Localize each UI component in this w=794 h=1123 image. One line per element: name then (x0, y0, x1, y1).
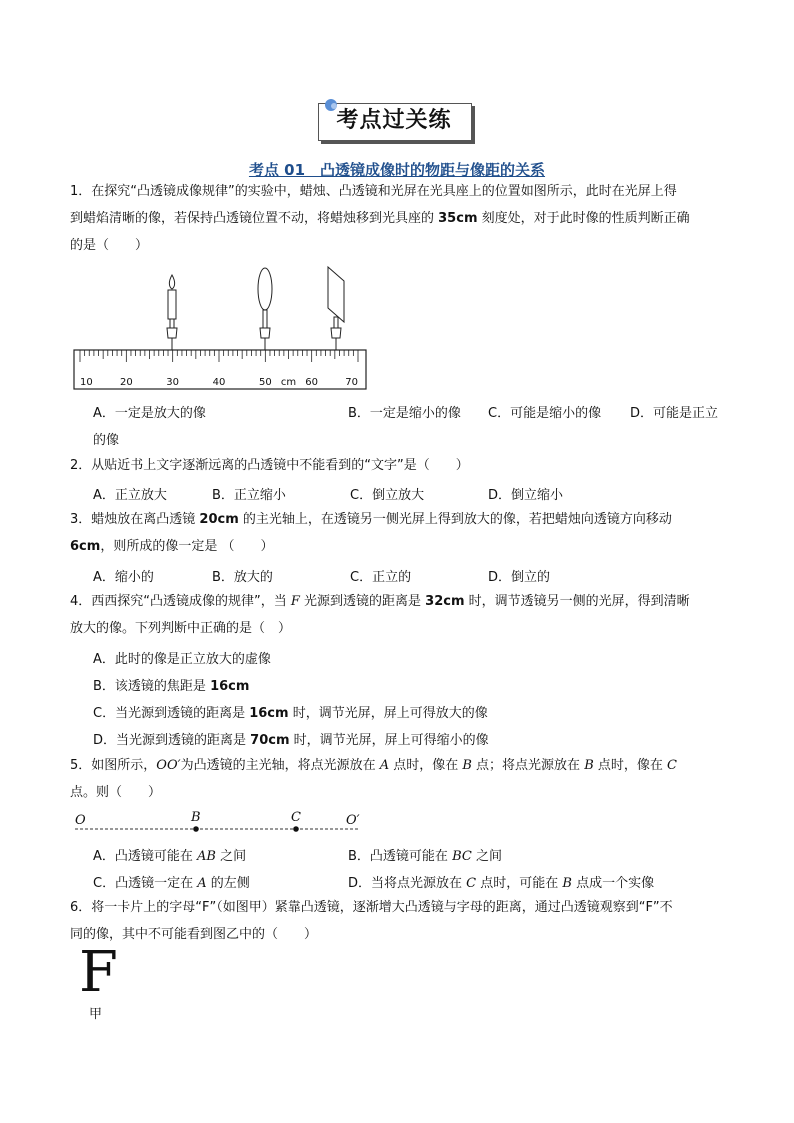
q5-option-b[interactable]: B．凸透镜可能在 BC 之间 (348, 849, 502, 864)
ruler-label: 10 (80, 377, 93, 388)
ruler-label: cm (280, 377, 297, 388)
q1-option-d-continued: 的像 (93, 433, 120, 448)
q4-option-d[interactable]: D．当光源到透镜的距离是 70cm 时，调节光屏，屏上可得缩小的像 (93, 733, 489, 748)
ruler-label: 40 (212, 377, 226, 388)
q6-stem-line1: 6．将一卡片上的字母“F”（如图甲）紧靠凸透镜，逐渐增大凸透镜与字母的距离，通过凸透镜观察到“F”不 (70, 900, 673, 915)
q2-stem: 2．从贴近书上文字逐渐远离的凸透镜中不能看到的“文字”是（ ） (70, 458, 469, 473)
convex-lens-icon (258, 268, 272, 350)
q2-option-a[interactable]: A．正立放大 (93, 488, 167, 503)
q4-stem-line1: 4．西西探究“凸透镜成像的规律”，当 F 光源到透镜的距离是 32cm 时，调节透镜另一侧的光屏，得到清晰 (70, 594, 690, 609)
point-label-c: C (291, 810, 301, 825)
q1-option-d[interactable]: D．可能是正立 (630, 406, 719, 421)
q6-stem-line2: 同的像，其中不可能看到图乙中的（ ） (70, 927, 318, 942)
optical-bench-figure (70, 262, 370, 392)
q1-stem-line1: 1．在探究“凸透镜成像规律”的实验中，蜡烛、凸透镜和光屏在光具座上的位置如图所示，此时在光屏上得 (70, 184, 677, 199)
point-c-dot (293, 826, 299, 832)
axis-label-o: O (75, 813, 86, 828)
q3-stem-line1: 3．蜡烛放在离凸透镜 20cm 的主光轴上，在透镜另一侧光屏上得到放大的像，若把蜡烛向透镜方向移动 (70, 512, 672, 527)
ruler-label: 60 (305, 377, 319, 388)
figure-jia-caption: 甲 (89, 1007, 103, 1022)
ruler-label: 30 (166, 377, 180, 388)
q4-option-a[interactable]: A．此时的像是正立放大的虚像 (93, 652, 271, 667)
q3-option-b[interactable]: B．放大的 (212, 570, 273, 585)
candle-icon (167, 275, 177, 350)
q1-option-b[interactable]: B．一定是缩小的像 (348, 406, 461, 421)
point-label-b: B (191, 810, 201, 825)
q5-stem-line2: 点。则（ ） (70, 785, 162, 800)
q5-option-d[interactable]: D．当将点光源放在 C 点时，可能在 B 点成一个实像 (348, 876, 655, 891)
point-b-dot (193, 826, 199, 832)
q1-option-c[interactable]: C．可能是缩小的像 (488, 406, 602, 421)
q5-stem-line1: 5．如图所示，OO′为凸透镜的主光轴，将点光源放在 A 点时，像在 B 点；将点光源放在 B 点时，像在 C (70, 758, 677, 773)
q1-stem-line3: 的是（ ） (70, 238, 149, 253)
header-badge-title: 考点过关练 (336, 108, 452, 133)
q2-option-d[interactable]: D．倒立缩小 (488, 488, 564, 503)
q5-option-c[interactable]: C．凸透镜一定在 A 的左侧 (93, 876, 250, 891)
badge-decoration-highlight (331, 103, 337, 109)
principal-axis-figure (70, 806, 370, 836)
q1-stem-line2: 到蜡焰清晰的像，若保持凸透镜位置不动，将蜡烛移到光具座的 35cm 刻度处，对于此时像的性质判断正确 (70, 211, 690, 226)
q4-option-c[interactable]: C．当光源到透镜的距离是 16cm 时，调节光屏，屏上可得放大的像 (93, 706, 488, 721)
q2-option-b[interactable]: B．正立缩小 (212, 488, 286, 503)
section-title: 考点 01 凸透镜成像时的物距与像距的关系 (248, 161, 546, 179)
q3-option-a[interactable]: A．缩小的 (93, 570, 154, 585)
q2-option-c[interactable]: C．倒立放大 (350, 488, 425, 503)
ruler-label: 20 (119, 377, 133, 388)
q1-option-a[interactable]: A．一定是放大的像 (93, 406, 206, 421)
q5-option-a[interactable]: A．凸透镜可能在 AB 之间 (93, 849, 247, 864)
ruler-label: 70 (345, 377, 358, 388)
light-screen-icon (328, 267, 344, 350)
q3-option-c[interactable]: C．正立的 (350, 570, 412, 585)
q4-stem-line2: 放大的像。下列判断中正确的是（ ） (70, 621, 292, 636)
ruler-scale (74, 350, 366, 389)
q3-option-d[interactable]: D．倒立的 (488, 570, 551, 585)
ruler-label: 50 (258, 377, 272, 388)
q4-option-b[interactable]: B．该透镜的焦距是 16cm (93, 679, 250, 694)
q3-stem-line2: 6cm，则所成的像一定是 （ ） (70, 539, 274, 554)
figure-jia-letter-f: F (79, 940, 118, 1005)
axis-label-o-prime: O′ (346, 813, 360, 828)
